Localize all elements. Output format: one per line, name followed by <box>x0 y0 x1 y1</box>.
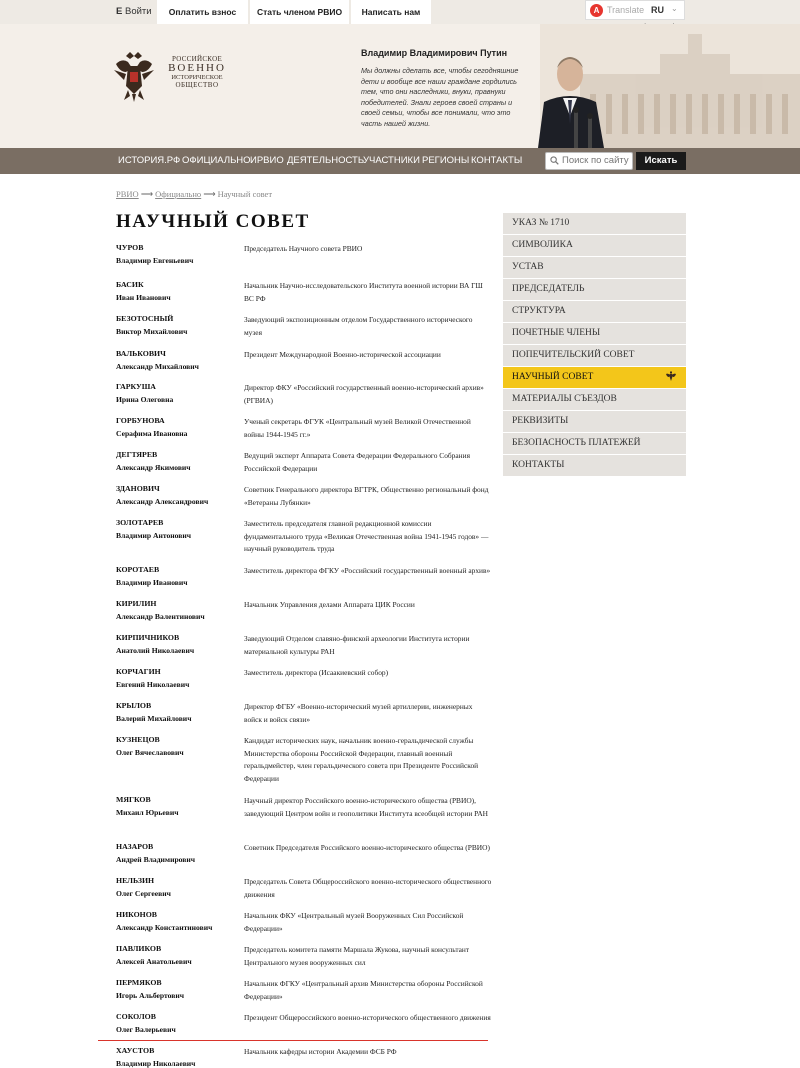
member-position: Заведующий экспозиционным отделом Государственного исторического музея <box>244 315 473 337</box>
side-menu-item-payment-security[interactable]: БЕЗОПАСНОСТЬ ПЛАТЕЖЕЙ <box>503 433 686 454</box>
member-position: Начальник Научно-исследовательского Института военной истории ВА ГШ ВС РФ <box>244 281 483 303</box>
member-position: Начальник ФКУ «Центральный музей Вооруженных Сил Российской Федерации» <box>244 911 464 933</box>
quote-text: Мы должны сделать все, чтобы сегодняшние дети и вообще все наши граждане гордились тем, что они наследники, внуки, правнуки победителей. Знали героев своей страны и своей семьи, чтобы все понимали, что это часть нашей жизни. <box>361 66 519 128</box>
member-position: Председатель Совета Общероссийского военно-исторического общественного движения <box>244 877 492 899</box>
member-last-name: КУЗНЕЦОВ <box>116 735 160 744</box>
login-link[interactable] <box>116 0 152 24</box>
member-position: Советник Председателя Российского военно-исторического общества (РВИО) <box>244 843 490 852</box>
nav-item-official[interactable]: ОФИЦИАЛЬНО <box>182 155 251 166</box>
member-first-name: Серафима Ивановна <box>116 429 188 438</box>
breadcrumb-item-official[interactable]: Официально <box>155 189 202 199</box>
member-last-name: КИРИЛИН <box>116 599 157 608</box>
eagle-icon <box>665 371 677 383</box>
login-label: Войти <box>124 6 152 17</box>
member-position: Кандидат исторических наук, начальник военно-геральдической службы Министерства обороны Российской Федерации, главный военный геральдмейстер, член геральдического совета при Президенте Российской Федерации <box>244 736 479 783</box>
member-position: Начальник кафедры истории Академии ФСБ РФ <box>244 1047 397 1056</box>
member-first-name: Александр Якимович <box>116 463 191 472</box>
quote-author: Владимир Владимирович Путин <box>361 48 508 58</box>
translate-icon: A <box>590 4 603 17</box>
language-select[interactable]: RU <box>651 5 664 15</box>
nav-item-history[interactable]: ИСТОРИЯ.РФ <box>118 155 181 166</box>
member-last-name: ГОРБУНОВА <box>116 416 165 425</box>
page-title: НАУЧНЫЙ СОВЕТ <box>116 211 310 232</box>
member-last-name: ВАЛЬКОВИЧ <box>116 349 166 358</box>
member-last-name: КРЫЛОВ <box>116 701 152 710</box>
member-position: Заместитель директора ФГКУ «Российский государственный военный архив» <box>244 566 491 575</box>
member-position: Председатель комитета памяти Маршала Жукова, научный консультант Центрального музея вооруженных сил <box>244 945 470 967</box>
login-icon: E <box>116 6 123 17</box>
arrow-right-icon: ⟶ <box>203 189 216 199</box>
side-menu-item-decree[interactable]: УКАЗ № 1710 <box>503 213 686 234</box>
member-first-name: Евгений Николаевич <box>116 680 190 689</box>
member-first-name: Олег Сергеевич <box>116 889 171 898</box>
search-button[interactable]: Искать <box>636 152 686 170</box>
member-first-name: Александр Константинович <box>116 923 213 932</box>
member-last-name: МЯГКОВ <box>116 795 151 804</box>
member-last-name: ХАУСТОВ <box>116 1046 155 1055</box>
member-first-name: Ирина Олеговна <box>116 395 174 404</box>
member-last-name: СОКОЛОВ <box>116 1012 156 1021</box>
member-last-name: ЗОЛОТАРЕВ <box>116 518 164 527</box>
member-position: Президент Общероссийского военно-исторического общественного движения <box>244 1013 491 1022</box>
member-first-name: Александр Александрович <box>116 497 209 506</box>
member-last-name: НЕЛЬЗИН <box>116 876 155 885</box>
member-last-name: ПАВЛИКОВ <box>116 944 162 953</box>
member-first-name: Алексей Анатольевич <box>116 957 192 966</box>
nav-item-contacts[interactable]: КОНТАКТЫ <box>471 155 523 166</box>
member-position: Председатель Научного совета РВИО <box>244 244 363 253</box>
side-menu-item-chairman[interactable]: ПРЕДСЕДАТЕЛЬ <box>503 279 686 300</box>
member-last-name: ЧУРОВ <box>116 243 144 252</box>
side-menu-item-label: НАУЧНЫЙ СОВЕТ <box>512 372 594 382</box>
side-menu-item-symbols[interactable]: СИМВОЛИКА <box>503 235 686 256</box>
member-first-name: Олег Валерьевич <box>116 1025 176 1034</box>
side-menu-item-scientific-council[interactable] <box>503 367 686 388</box>
member-position: Директор ФКУ «Российский государственный военно-исторический архив» (РГВИА) <box>244 383 484 405</box>
site-logo[interactable] <box>112 46 226 126</box>
write-us-button[interactable]: Написать нам <box>351 0 431 24</box>
side-menu-item-board-of-trustees[interactable]: ПОПЕЧИТЕЛЬСКИЙ СОВЕТ <box>503 345 686 366</box>
member-last-name: ПЕРМЯКОВ <box>116 978 162 987</box>
member-position: Ученый секретарь ФГУК «Центральный музей Великой Отечественной войны 1944-1945 гг.» <box>244 417 471 439</box>
member-last-name: ГАРКУША <box>116 382 156 391</box>
search-icon <box>550 156 559 165</box>
side-menu-item-requisites[interactable]: РЕКВИЗИТЫ <box>503 411 686 432</box>
nav-item-activity[interactable]: ДЕЯТЕЛЬНОСТЬ <box>287 155 365 166</box>
side-menu-item-contacts[interactable]: КОНТАКТЫ <box>503 455 686 476</box>
nav-item-members[interactable]: УЧАСТНИКИ <box>363 155 420 166</box>
member-last-name: КОРОТАЕВ <box>116 565 160 574</box>
member-first-name: Анатолий Николаевич <box>116 646 195 655</box>
member-first-name: Андрей Владимирович <box>116 855 196 864</box>
member-position: Начальник Управления делами Аппарата ЦИК России <box>244 600 415 609</box>
search-input[interactable] <box>545 152 633 170</box>
member-first-name: Владимир Антонович <box>116 531 192 540</box>
member-last-name: НИКОНОВ <box>116 910 157 919</box>
translate-label: Translate <box>607 5 645 15</box>
portrait-photo <box>530 32 610 148</box>
member-position: Ведущий эксперт Аппарата Совета Федерации Федерального Собрания Российской Федерации <box>244 451 470 473</box>
member-first-name: Михаил Юрьевич <box>116 808 179 817</box>
breadcrumb-current: Научный совет <box>217 189 273 199</box>
side-menu-item-structure[interactable]: СТРУКТУРА <box>503 301 686 322</box>
side-menu-item-charter[interactable]: УСТАВ <box>503 257 686 278</box>
side-menu-item-congress-materials[interactable]: МАТЕРИАЛЫ СЪЕЗДОВ <box>503 389 686 410</box>
logo-text: РОССИЙСКОЕ ВОЕННО ИСТОРИЧЕСКОЕ ОБЩЕСТВО <box>168 55 226 89</box>
member-last-name: ЗДАНОВИЧ <box>116 484 160 493</box>
member-first-name: Владимир Иванович <box>116 578 188 587</box>
breadcrumb <box>116 189 272 200</box>
nav-item-irvio[interactable]: ИРВИО <box>250 155 284 166</box>
member-position: Начальник ФГКУ «Центральный архив Министерства обороны Российской Федерации» <box>244 979 483 1001</box>
divider-line <box>98 1040 488 1041</box>
member-first-name: Александр Валентинович <box>116 612 205 621</box>
member-first-name: Иван Иванович <box>116 293 171 302</box>
member-last-name: ДЕГТЯРЕВ <box>116 450 158 459</box>
member-last-name: КИРПИЧНИКОВ <box>116 633 180 642</box>
side-menu-item-honorary-members[interactable]: ПОЧЕТНЫЕ ЧЛЕНЫ <box>503 323 686 344</box>
member-position: Научный директор Российского военно-исторического общества (РВИО), заведующий Центром войн и геополитики Института всеобщей истории РАН <box>244 796 489 818</box>
top-bar <box>0 0 800 24</box>
chevron-down-icon: ⌄ <box>671 4 678 13</box>
member-last-name: БАСИК <box>116 280 144 289</box>
member-first-name: Александр Михайлович <box>116 362 199 371</box>
member-position: Заведующий Отделом славяно-финской археологии Института истории материальной культуры РАН <box>244 634 470 656</box>
member-first-name: Владимир Николаевич <box>116 1059 196 1068</box>
member-last-name: БЕЗОТОСНЫЙ <box>116 314 174 323</box>
member-first-name: Виктор Михайлович <box>116 327 188 336</box>
member-position: Заместитель председателя главной редакционной комиссии фундаментального труда «Великая Отечественная война 1941-1945 годов» — научный руководитель труда <box>244 519 489 554</box>
member-position: Советник Генерального директора ВГТРК, Общественно региональный фонд «Ветераны Лубянки» <box>244 485 489 507</box>
arrow-right-icon: ⟶ <box>140 189 153 199</box>
pay-fee-button[interactable]: Оплатить взнос <box>157 0 248 24</box>
breadcrumb-item-rvio[interactable]: РВИО <box>116 189 139 199</box>
search-placeholder: Поиск по сайту <box>562 155 629 166</box>
member-first-name: Олег Вячеславович <box>116 748 184 757</box>
nav-item-regions[interactable]: РЕГИОНЫ <box>422 155 470 166</box>
member-position: Президент Международной Военно-исторической ассоциации <box>244 350 441 359</box>
member-position: Заместитель директора (Исаакиевский собор) <box>244 668 389 677</box>
member-position: Директор ФГБУ «Военно-исторический музей артиллерии, инженерных войск и войск связи» <box>244 702 473 724</box>
become-member-button[interactable]: Стать членом РВИО <box>250 0 349 24</box>
member-first-name: Игорь Альбертович <box>116 991 185 1000</box>
site-header <box>0 24 800 148</box>
double-headed-eagle-icon <box>112 50 156 104</box>
member-first-name: Владимир Евгеньевич <box>116 256 194 265</box>
translate-widget[interactable] <box>585 0 685 20</box>
member-last-name: КОРЧАГИН <box>116 667 161 676</box>
member-last-name: НАЗАРОВ <box>116 842 154 851</box>
member-first-name: Валерий Михайлович <box>116 714 192 723</box>
